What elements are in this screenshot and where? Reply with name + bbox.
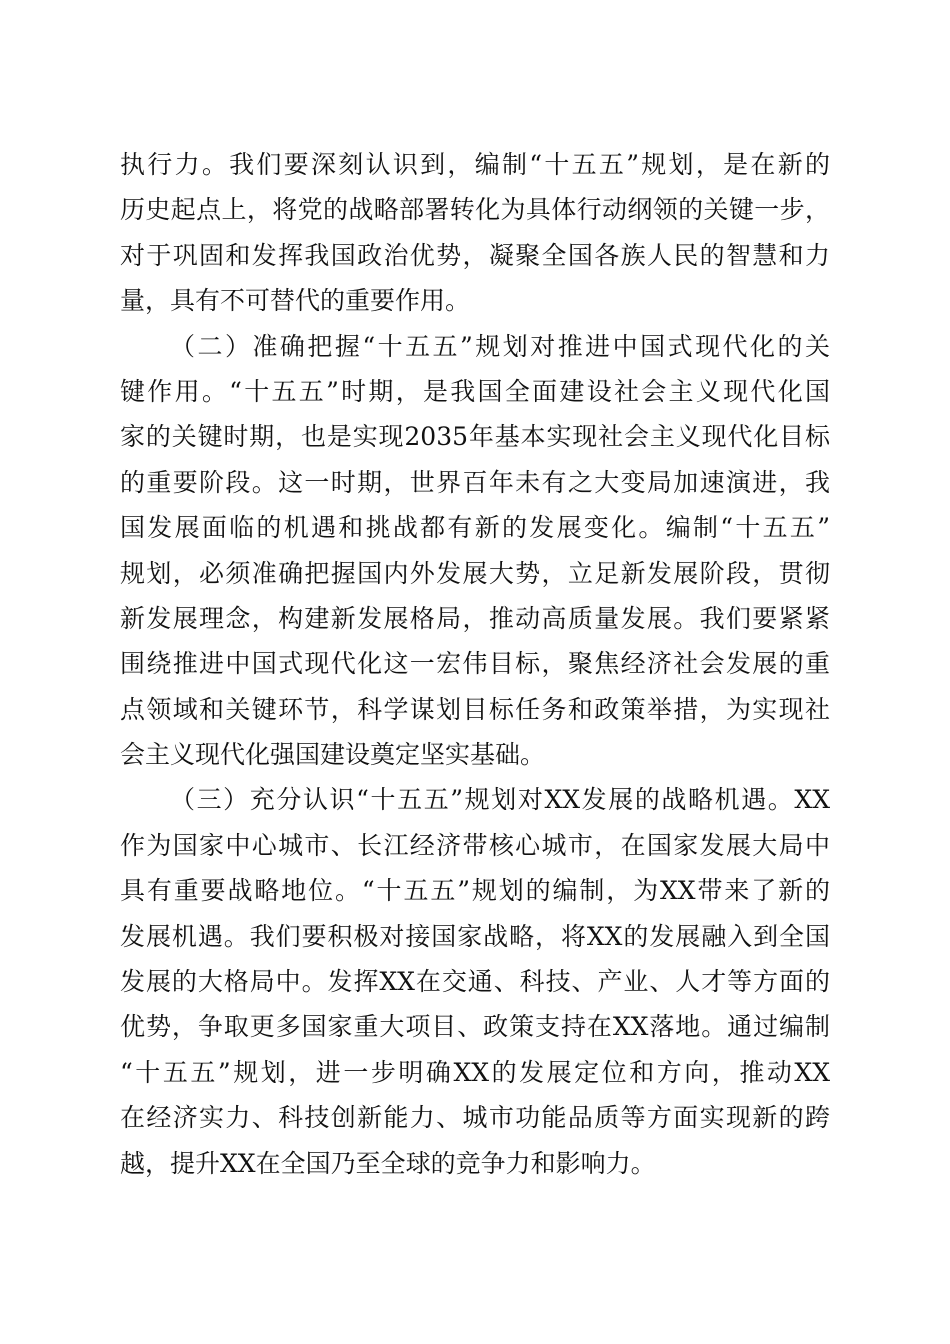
text-line: 的重要阶段。这一时期，世界百年未有之大变局加速演进，我: [120, 467, 830, 497]
section-heading-line: （二）准确把握“十五五”规划对推进中国式现代化的关: [170, 331, 830, 361]
text-line: 发展的大格局中。发挥XX在交通、科技、产业、人才等方面的: [120, 967, 830, 997]
text-line: 家的关键时期，也是实现2035年基本实现社会主义现代化目标: [120, 422, 830, 452]
section-heading-line: （三）充分认识“十五五”规划对XX发展的战略机遇。XX: [170, 785, 830, 815]
text-line: 执行力。我们要深刻认识到，编制“十五五”规划，是在新的: [120, 150, 830, 179]
text-line: 作为国家中心城市、长江经济带核心城市，在国家发展大局中: [120, 830, 830, 860]
text-line: 发展机遇。我们要积极对接国家战略，将XX的发展融入到全国: [120, 921, 830, 951]
text-line: “十五五”规划，进一步明确XX的发展定位和方向，推动XX: [120, 1057, 830, 1087]
text-line: 对于巩固和发挥我国政治优势，凝聚全国各族人民的智慧和力: [120, 240, 830, 270]
text-line: 国发展面临的机遇和挑战都有新的发展变化。编制“十五五”: [120, 513, 830, 543]
text-line: 优势，争取更多国家重大项目、政策支持在XX落地。通过编制: [120, 1012, 830, 1042]
text-line: 历史起点上，将党的战略部署转化为具体行动纲领的关键一步，: [120, 195, 830, 225]
paragraph-continuation: [120, 142, 830, 324]
text-line: 具有重要战略地位。“十五五”规划的编制，为XX带来了新的: [120, 876, 830, 906]
paragraph-section-three: [120, 777, 830, 1186]
paragraph-section-two: [120, 324, 830, 778]
text-line: 在经济实力、科技创新能力、城市功能品质等方面实现新的跨: [120, 1103, 830, 1133]
text-line: 量，具有不可替代的重要作用。: [120, 286, 471, 316]
text-line: 会主义现代化强国建设奠定坚实基础。: [120, 740, 546, 770]
text-line: 点领域和关键环节，科学谋划目标任务和政策举措，为实现社: [120, 694, 830, 724]
text-line: 越，提升XX在全国乃至全球的竞争力和影响力。: [120, 1148, 656, 1178]
text-line: 围绕推进中国式现代化这一宏伟目标，聚焦经济社会发展的重: [120, 649, 830, 679]
text-line: 新发展理念，构建新发展格局，推动高质量发展。我们要紧紧: [120, 603, 830, 633]
text-line: 规划，必须准确把握国内外发展大势，立足新发展阶段，贯彻: [120, 558, 830, 588]
document-body: [120, 142, 830, 1186]
text-line: 键作用。“十五五”时期，是我国全面建设社会主义现代化国: [120, 376, 830, 406]
